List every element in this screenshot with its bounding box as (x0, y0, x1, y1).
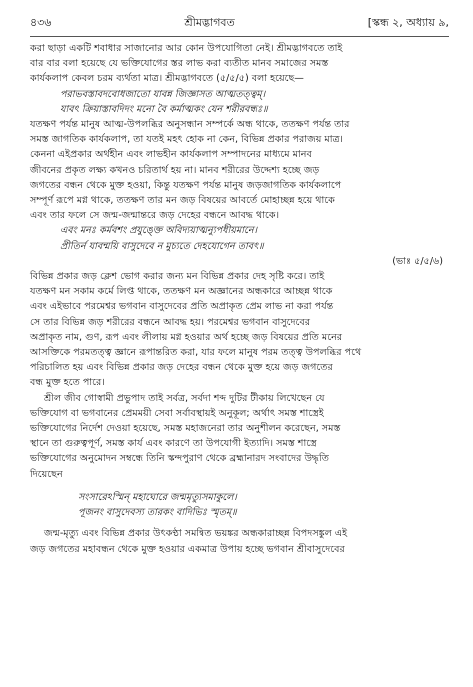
text-line: ভক্তিযোগের নির্দেশ দেওয়া হয়েছে, সমস্ত মহাজনেরা তার অনুশীলন করেছেন, সমস্ত (30, 423, 341, 435)
text-line: জগতের বন্ধন থেকে মুক্ত হওয়া, কিন্তু যতক্ষণ পর্যন্ত মানুষ জড়জাগতিক কার্যকলাপে (30, 179, 342, 191)
verse-line: যাবৎ ক্রিয়াস্তাবদিদং মনো বৈ কর্মাত্মকং যেন শরীরবন্ধঃ॥ (60, 103, 268, 115)
page-number: ৪৩৬ (30, 16, 52, 29)
text-line: বন্ধ মুক্ত হতে পারে। (30, 377, 105, 389)
text-line: জন্ম-মৃত্যু এবং বিভিন্ন প্রকার উৎকণ্ঠা সমন্বিত ভয়ঙ্কর অন্ধকারাচ্ছন্ন বিপদসঙ্কুল এই (44, 528, 348, 540)
paragraph-conclusion (30, 526, 449, 556)
text-line: অপ্রাকৃত নাম, গুণ, রূপ এবং লীলায় মগ্ন হওয়ার অর্থ হচ্ছে জড় বিষয়ের প্রতি মনের (30, 331, 343, 343)
text-line: জড় জগতের মহাবন্ধন থেকে মুক্ত হওয়ার একমাত্র উপায় হচ্ছে ভগবান শ্রীবাসুদেবের (30, 543, 345, 555)
sanskrit-verse-1 (30, 87, 449, 117)
verse-line: সংসারেঽস্মিন্ মহাঘোরে জন্মমৃত্যুসমাকুলে। (78, 491, 237, 503)
text-line: কার্যকলাপ কেবল চরম ব্যর্থতা মাত্র। শ্রীমদ্ভাগবতে (৫/৫/৫) বলা হয়েছে— (30, 73, 304, 85)
text-line: স্থানে তা গুরুত্বপূর্ণ, সমস্ত কার্য এবং কারণে তা উপযোগী ইত্যাদি। সমস্ত শাস্ত্রে (30, 438, 317, 450)
text-line: দিয়েছেন (30, 468, 63, 480)
verse-line: প্রীতির্ন যাবন্ময়ি বাসুদেবে ন মুচ্যতে দেহযোগেন তাবৎ॥ (60, 240, 264, 252)
paragraph-jiva-goswami (30, 391, 449, 482)
spacer (30, 482, 449, 490)
paragraph-explanation (30, 269, 449, 391)
verse-line: পরাভবস্তাবদবোধজাতো যাবন্ন জিজ্ঞাসত আত্মতত্ত্বম্। (60, 88, 266, 100)
chapter-reference: [স্কন্ধ ২, অধ্যায় ৯, (367, 16, 449, 29)
text-line: কেননা এইপ্রকার অর্থহীন এবং লাভহীন কার্যকলাপ সম্পাদনের মাধ্যমে মানব (30, 149, 312, 161)
text-line: ভক্তিযোগ বা ভগবানের প্রেমময়ী সেবা সর্বাবস্থায়ই অনুকূল; অর্থাৎ সমস্ত শাস্ত্রেই (30, 407, 324, 419)
text-line: সম্পূর্ণ রূপে মগ্ন থাকে, ততক্ষণ তার মন জড় বিষয়ের আবর্তে মোহাচ্ছন্ন হয়ে থাকে (30, 195, 335, 207)
text-line: জীবনের প্রকৃত লক্ষ্য কখনও চরিতার্থ হয় না। মানব শরীরের উদ্দেশ্য হচ্ছে জড় (30, 164, 320, 176)
verse-line: পূজনং বাসুদেবস্য তারকং বাদিভিঃ স্মৃতম্॥ (78, 507, 237, 519)
sanskrit-verse-3 (30, 490, 449, 520)
text-line: করা ছাড়া একটি শবাধার সাজানোর আর কোন উপযোগিতা নেই। শ্রীমদ্ভাগবতে তাই (30, 43, 343, 54)
page-body (30, 41, 449, 557)
running-header (30, 14, 449, 36)
text-line: শ্রীল জীব গোস্বামী প্রভুপাদ তাই সর্বত্র, সর্বদা শব্দ দুটির টীকায় লিখেছেন যে (44, 392, 325, 404)
verse-reference: (ভাঃ ৫/৫/৬) (392, 255, 443, 267)
text-line: সমস্ত জাগতিক কার্যকলাপ, তা যতই মহৎ হোক না কেন, বিভিন্ন প্রকার পরাজয় মাত্র। (30, 134, 343, 146)
sanskrit-verse-2 (30, 223, 449, 253)
text-line: এবং তার ফলে সে জন্ম-জন্মান্তরে জড় দেহের বন্ধনে আবদ্ধ থাকে। (30, 210, 280, 222)
text-line: পরিচালিত হয় এবং বিভিন্ন প্রকার জড় দেহের বন্ধন থেকে মুক্ত হয়ে জড় জগতের (30, 362, 333, 374)
text-line: ভক্তিযোগের অনুমোদন সম্বন্ধে তিনি স্কন্দপুরাণ থেকে ব্রহ্মানারদ সংবাদের উদ্ধৃতি (30, 453, 329, 465)
text-line: এবং এইভাবে পরমেশ্বর ভগবান বাসুদেবের প্রতি অপ্রাকৃত প্রেম লাভ না করা পর্যন্ত (30, 301, 334, 313)
paragraph-intro (30, 41, 449, 87)
text-line: যতক্ষণ পর্যন্ত মানুষ আত্ম-উপলব্ধির অনুসন্ধান সম্পর্কে অন্ধ থাকে, ততক্ষণ পর্যন্ত তার (30, 119, 350, 131)
paragraph-translation-1 (30, 117, 449, 223)
text-line: যতক্ষণ মন সকাম কর্মে লিপ্ত থাকে, ততক্ষণ মন অজ্ঞানের অন্ধকারে আচ্ছন্ন থাকে (30, 286, 333, 298)
verse-line: এবং মনঃ কর্মবশং প্রযুঙ্ক্তে অবিদ্যয়াত্মন্যুপধীয়মানে। (60, 225, 258, 237)
book-title: শ্রীমদ্ভাগবত (184, 16, 235, 29)
text-line: আসক্তিকে পরমতত্ত্ব জ্ঞানে রূপান্তরিত করা, যার ফলে মানুষ পরম তত্ত্ব উপলব্ধির পথে (30, 347, 362, 359)
header-rule (30, 36, 449, 37)
text-line: বিভিন্ন প্রকার জড় ক্লেশ ভোগ করার জন্য মন বিভিন্ন প্রকার দেহ সৃষ্টি করে। তাই (30, 271, 325, 283)
text-line: সে তার বিভিন্ন জড় শরীরের বন্ধনে আবদ্ধ হয়। পরমেশ্বর ভগবান বাসুদেবের (30, 316, 311, 328)
text-line: বার বার বলা হয়েছে যে ভক্তিযোগের স্তর লাভ করা ব্যতীত মানব সমাজের সমস্ত (30, 58, 329, 70)
